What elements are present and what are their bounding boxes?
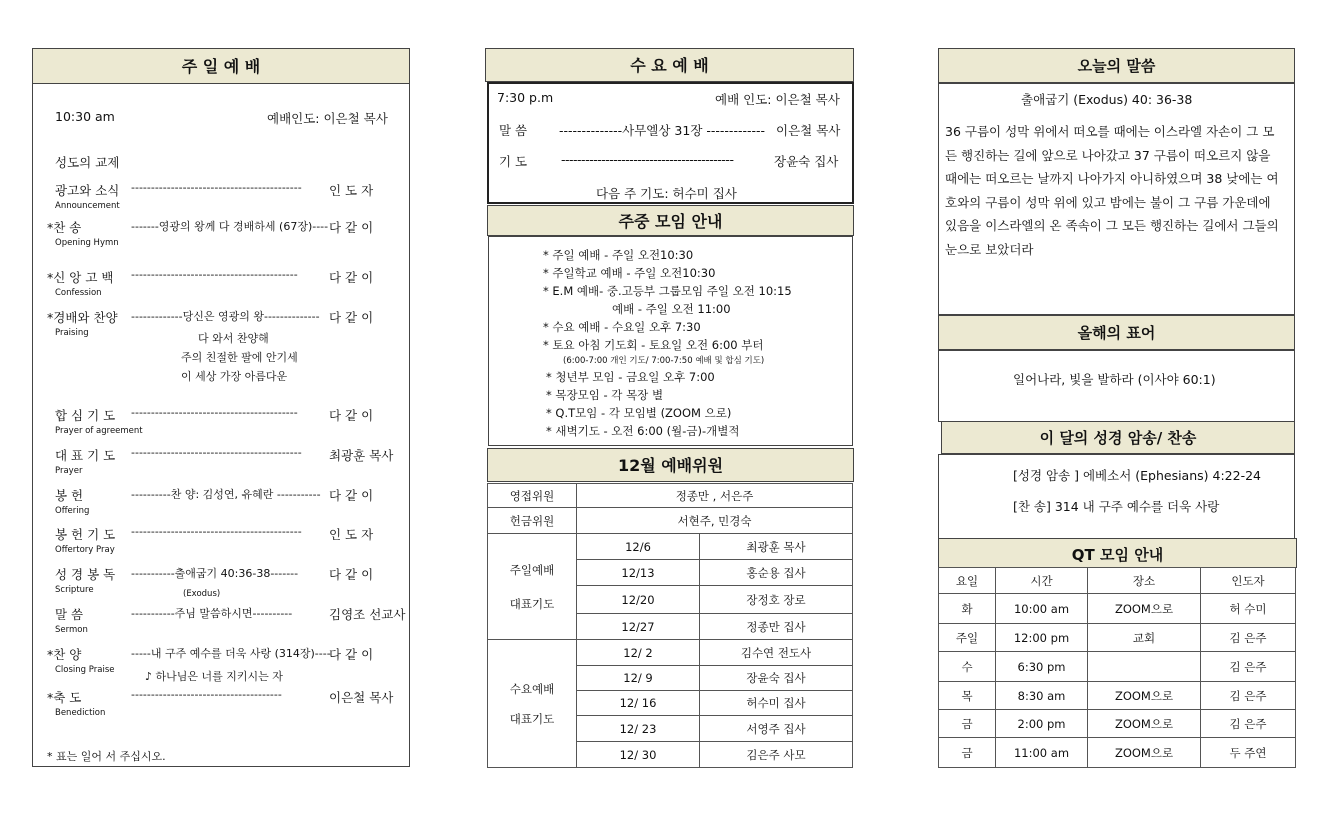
- wed-sermon-label: 말 씀: [499, 123, 528, 138]
- footnote: * 표는 일어 서 주십시오.: [47, 750, 166, 763]
- praise-line-3: 이 세상 가장 아름다운: [181, 370, 288, 383]
- qt-place: 교회: [1088, 624, 1201, 652]
- wed-name: 장윤숙 집사: [700, 666, 853, 691]
- word-line: 든 행진하는 길에 앞으로 나아갔고 37 구름이 떠오르지 않을: [945, 147, 1271, 163]
- list-item: * Q.T모임 - 각 모임별 (ZOOM 으로): [546, 406, 732, 420]
- sunday-date: 12/20: [577, 586, 700, 614]
- word-line: 호와의 구름이 성막 위에 있고 밤에는 불이 그 구름 가운데에: [945, 194, 1271, 210]
- weekly-meetings-title: 주중 모임 안내: [618, 212, 723, 231]
- list-item: (6:00-7:00 개인 기도/ 7:00-7:50 예배 및 합심 기도): [563, 356, 765, 366]
- wed-prayer-table-label: [488, 640, 577, 768]
- table-row: [939, 652, 1296, 682]
- qt-leader: 김 은주: [1201, 710, 1296, 738]
- wed-date: 12/ 2: [577, 640, 700, 666]
- sunday-label-1: 주일예배: [509, 562, 555, 577]
- qt-time: 10:00 am: [996, 594, 1088, 624]
- sunday-name: 장정호 장로: [700, 586, 853, 614]
- wed-leader: 예배 인도: 이은철 목사: [715, 92, 840, 107]
- qt-leader: 김 은주: [1201, 682, 1296, 710]
- wed-name: 김은주 사모: [700, 742, 853, 768]
- next-prayer: 다음 주 기도: 허수미 집사: [596, 186, 737, 201]
- wed-name: 서영주 집사: [700, 716, 853, 742]
- wed-date: 12/ 9: [577, 666, 700, 691]
- table-row: [939, 682, 1296, 710]
- list-item: * E.M 예배- 중.고등부 그룹모임 주일 오전 10:15: [543, 284, 792, 298]
- sunday-name: 홍순용 집사: [700, 560, 853, 586]
- wednesday-service-box: [487, 82, 854, 204]
- wed-sermon-right: 이은철 목사: [776, 123, 841, 138]
- qt-time: 12:00 pm: [996, 624, 1088, 652]
- sunday-date: 12/6: [577, 534, 700, 560]
- order-item-line: -------------------------------------------: [131, 525, 302, 538]
- order-item-sub: Closing Praise: [55, 665, 115, 675]
- weekly-meetings-header: [487, 205, 854, 236]
- qt-time: 2:00 pm: [996, 710, 1088, 738]
- order-item-right: 다 같 이: [329, 310, 374, 325]
- motto-text: 일어나라, 빛을 발하라 (이사야 60:1): [1013, 372, 1216, 387]
- sunday-prayer-label: [488, 534, 577, 640]
- order-item-right: 다 같 이: [329, 270, 374, 285]
- qt-header: [938, 538, 1297, 568]
- word-line: 때에는 떠오르는 날까지 나아가지 아니하였으며 38 낮에는 여: [945, 171, 1279, 186]
- qt-leader: 김 은주: [1201, 624, 1296, 652]
- sunday-date: 12/13: [577, 560, 700, 586]
- table-row: [939, 738, 1296, 768]
- greeter-label: 영접위원: [488, 484, 577, 508]
- scripture-sub: (Exodus): [183, 589, 221, 599]
- wednesday-service-header: [485, 48, 854, 82]
- list-item: * 수요 예배 - 수요일 오후 7:30: [543, 320, 701, 334]
- sunday-name: 최광훈 목사: [700, 534, 853, 560]
- praise-line-1: 다 와서 찬양해: [198, 332, 269, 345]
- order-item-sub: Prayer of agreement: [55, 426, 143, 436]
- order-item-line: --------------------------------------: [131, 688, 282, 701]
- today-word-header: [938, 48, 1295, 83]
- qt-day: 금: [939, 710, 996, 738]
- order-item-right: 다 같 이: [329, 220, 374, 235]
- word-line: 36 구름이 성막 위에서 떠오를 때에는 이스라엘 자손이 그 모: [945, 124, 1275, 139]
- qt-place: ZOOM으로: [1088, 710, 1201, 738]
- motto-title: 올해의 표어: [1077, 324, 1156, 342]
- list-item: 예배 - 주일 오전 11:00: [612, 302, 731, 316]
- qt-title: QT 모임 안내: [1071, 546, 1164, 564]
- today-word-title: 오늘의 말씀: [1077, 57, 1156, 75]
- order-item-sub: Prayer: [55, 466, 83, 476]
- qt-day: 주일: [939, 624, 996, 652]
- order-item-line: -------------------------------------------: [131, 181, 302, 194]
- order-item-line: -------영광의 왕께 다 경배하세 (67장)----: [131, 220, 329, 233]
- order-item-sub: Praising: [55, 328, 89, 338]
- sunday-date: 12/27: [577, 614, 700, 640]
- order-item-line: -----------출애굽기 40:36-38-------: [131, 567, 299, 580]
- order-item-right: 이은철 목사: [329, 690, 394, 705]
- qt-place: ZOOM으로: [1088, 738, 1201, 768]
- order-item-label: 합 심 기 도: [55, 408, 116, 423]
- memory-title: 이 달의 성경 암송/ 찬송: [1039, 429, 1197, 447]
- memory-hymn: [찬 송] 314 내 구주 예수를 더욱 사랑: [1013, 499, 1220, 514]
- sunday-service-header: [32, 48, 410, 84]
- order-item-right: 인 도 자: [329, 183, 374, 198]
- motto-box: [938, 350, 1295, 422]
- order-item-line: -----내 구주 예수를 더욱 사랑 (314장)----: [131, 647, 331, 660]
- qt-place: ZOOM으로: [1088, 594, 1201, 624]
- order-item-line: ------------------------------------------: [131, 406, 298, 419]
- order-item-right: 다 같 이: [329, 408, 374, 423]
- qt-day: 수: [939, 652, 996, 682]
- qt-header-leader: 인도자: [1201, 568, 1296, 594]
- list-item: * 새벽기도 - 오전 6:00 (월-금)-개별적: [546, 424, 740, 438]
- sunday-label-2: 대표기도: [509, 596, 555, 611]
- offering-label: 헌금위원: [488, 508, 577, 534]
- service-time: 10:30 am: [55, 109, 115, 124]
- duty-table: [487, 483, 853, 768]
- sunday-service-order: [32, 83, 410, 767]
- order-item-sub: Confession: [55, 288, 102, 298]
- list-item: * 토요 아침 기도회 - 토요일 오전 6:00 부터: [543, 338, 764, 352]
- order-item-label: *경배와 찬양: [47, 310, 118, 325]
- order-item-label: 봉 헌: [55, 488, 84, 503]
- order-item-label: *찬 양: [47, 647, 82, 662]
- order-item-label: *신 앙 고 백: [47, 270, 114, 285]
- order-item-right: 다 같 이: [329, 567, 374, 582]
- qt-header-place: 장소: [1088, 568, 1201, 594]
- table-row: [488, 534, 853, 560]
- today-word-box: [938, 83, 1295, 315]
- sunday-service-title: 주 일 예 배: [181, 57, 261, 76]
- qt-place: ZOOM으로: [1088, 682, 1201, 710]
- wed-prayer-line: -------------------------------------------: [561, 152, 734, 167]
- qt-time: 8:30 am: [996, 682, 1088, 710]
- offering-names: 서현주, 민경숙: [577, 508, 853, 534]
- qt-place: [1088, 652, 1201, 682]
- memory-verse: [성경 암송 ] 에베소서 (Ephesians) 4:22-24: [1013, 468, 1261, 483]
- duty-title: 12월 예배위원: [617, 456, 724, 475]
- order-item-right: 다 같 이: [329, 488, 374, 503]
- qt-leader: 두 주연: [1201, 738, 1296, 768]
- qt-leader: 허 수미: [1201, 594, 1296, 624]
- word-reference: 출애굽기 (Exodus) 40: 36-38: [1021, 92, 1193, 107]
- weekly-meetings-box: [488, 236, 853, 446]
- wednesday-service-title: 수 요 예 배: [630, 56, 709, 75]
- order-item-sub: Offering: [55, 506, 90, 516]
- wed-date: 12/ 23: [577, 716, 700, 742]
- order-item-line: ----------찬 양: 김성연, 유혜란 -----------: [131, 488, 321, 501]
- order-item-sub: Offertory Pray: [55, 545, 115, 555]
- table-row: [939, 568, 1296, 594]
- word-line: 있음을 이스라엘의 온 족속이 그 모든 행진하는 길에서 그들의: [945, 218, 1279, 233]
- order-item-right: 김영조 선교사: [329, 607, 406, 622]
- list-item: * 주일학교 예배 - 주일 오전10:30: [543, 266, 716, 280]
- order-item-label: 대 표 기 도: [55, 448, 116, 463]
- wed-label-1: 수요예배: [509, 681, 555, 696]
- qt-day: 화: [939, 594, 996, 624]
- order-item-line: -------------------------------------------: [131, 446, 302, 459]
- qt-day: 금: [939, 738, 996, 768]
- order-item-right: 최광훈 목사: [329, 448, 394, 463]
- order-item-label: *찬 송: [47, 220, 82, 235]
- wed-time: 7:30 p.m: [497, 90, 554, 105]
- list-item: * 주일 예배 - 주일 오전10:30: [543, 248, 694, 262]
- order-item-right: 인 도 자: [329, 527, 374, 542]
- duty-header: [487, 448, 854, 482]
- order-item-line: -----------주님 말씀하시면----------: [131, 607, 293, 620]
- order-item-label: *축 도: [47, 690, 82, 705]
- order-item-sub: Sermon: [55, 625, 88, 635]
- order-item-sub: Opening Hymn: [55, 238, 119, 248]
- order-item-label: 봉 헌 기 도: [55, 527, 116, 542]
- praise-line-2: 주의 친절한 팔에 안기세: [181, 351, 298, 364]
- wed-prayer-right: 장윤숙 집사: [774, 154, 839, 169]
- wed-name: 허수미 집사: [700, 691, 853, 716]
- sunday-name: 정종만 집사: [700, 614, 853, 640]
- word-line: 눈으로 보았더라: [945, 241, 1034, 257]
- order-item-label: 성 경 봉 독: [55, 567, 116, 582]
- fellowship-heading: 성도의 교제: [55, 155, 120, 170]
- greeter-names: 정종만 , 서은주: [577, 484, 853, 508]
- qt-leader: 김 은주: [1201, 652, 1296, 682]
- qt-time: 6:30 pm: [996, 652, 1088, 682]
- closing-sub: ♪ 하나님은 너를 지키시는 자: [145, 670, 283, 683]
- order-item-line: -------------당신은 영광의 왕--------------: [131, 310, 320, 323]
- table-row: [939, 624, 1296, 652]
- wed-sermon-line: --------------사무엘상 31장 -------------: [559, 123, 766, 138]
- order-item-sub: Benediction: [55, 708, 106, 718]
- table-row: [488, 484, 853, 508]
- table-row: [488, 508, 853, 534]
- service-leader: 예배인도: 이은철 목사: [267, 111, 388, 126]
- order-item-label: 말 씀: [55, 607, 84, 622]
- wed-date: 12/ 30: [577, 742, 700, 768]
- list-item: * 목장모임 - 각 목장 별: [546, 388, 664, 402]
- order-item-right: 다 같 이: [329, 647, 374, 662]
- qt-table: [938, 567, 1296, 768]
- order-item-label: 광고와 소식: [55, 183, 120, 198]
- qt-header-day: 요일: [939, 568, 996, 594]
- order-item-sub: Scripture: [55, 585, 94, 595]
- memory-header: [941, 421, 1295, 454]
- wed-label-2: 대표기도: [509, 711, 555, 726]
- memory-box: [938, 454, 1295, 539]
- table-row: [939, 594, 1296, 624]
- order-item-sub: Announcement: [55, 201, 120, 211]
- qt-day: 목: [939, 682, 996, 710]
- motto-header: [938, 315, 1295, 350]
- qt-time: 11:00 am: [996, 738, 1088, 768]
- wed-name: 김수연 전도사: [700, 640, 853, 666]
- wed-prayer-label: 기 도: [499, 154, 528, 169]
- list-item: * 청년부 모임 - 금요일 오후 7:00: [546, 370, 715, 384]
- table-row: [488, 640, 853, 666]
- wed-date: 12/ 16: [577, 691, 700, 716]
- qt-header-time: 시간: [996, 568, 1088, 594]
- table-row: [939, 710, 1296, 738]
- order-item-line: ------------------------------------------: [131, 268, 298, 281]
